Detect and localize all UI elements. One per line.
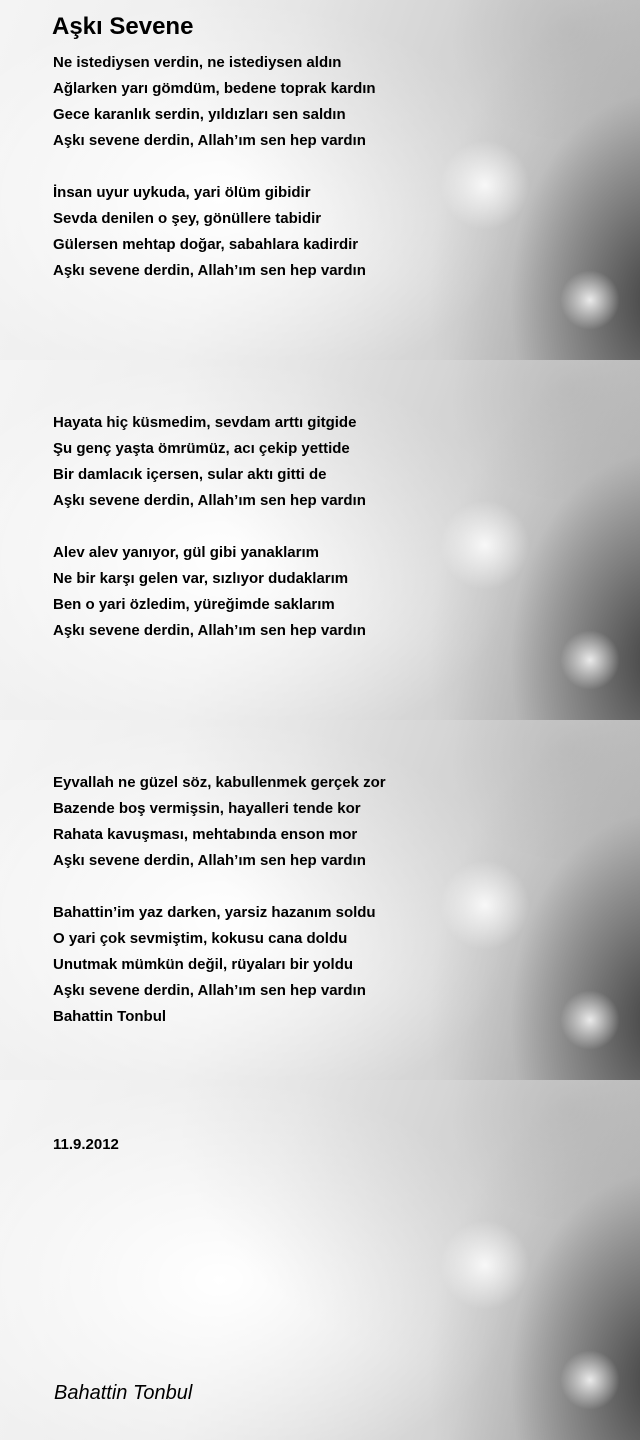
poem-panel-2: [0, 360, 640, 720]
poem-signature-line: Bahattin Tonbul: [53, 1008, 167, 1025]
background-glow: [440, 500, 530, 590]
poem-panel-4: [0, 1080, 640, 1440]
background-glow: [560, 1350, 620, 1410]
background-haze: [440, 1080, 640, 1220]
poem-line: Şu genç yaşta ömrümüz, acı çekip yettide: [53, 440, 350, 457]
background-glow: [440, 140, 530, 230]
poem-line: Aşkı sevene derdin, Allah’ım sen hep vardın: [53, 622, 366, 639]
poem-line: Bahattin’im yaz darken, yarsiz hazanım soldu: [53, 904, 376, 921]
background-glow: [440, 1220, 530, 1310]
background-glow: [440, 860, 530, 950]
poem-line: Aşkı sevene derdin, Allah’ım sen hep vardın: [53, 132, 366, 149]
poem-line: Sevda denilen o şey, gönüllere tabidir: [53, 210, 322, 227]
poem-line: Hayata hiç küsmedim, sevdam arttı gitgide: [53, 414, 357, 431]
poem-panel-1: [0, 0, 640, 360]
poem-line: Ne istediysen verdin, ne istediysen aldın: [53, 54, 342, 71]
poem-line: Ne bir karşı gelen var, sızlıyor dudaklarım: [53, 570, 349, 587]
background-glow: [560, 990, 620, 1050]
poem-author: Bahattin Tonbul: [54, 1382, 193, 1404]
poem-line: Aşkı sevene derdin, Allah’ım sen hep vardın: [53, 492, 366, 509]
stanza-1: [53, 50, 376, 154]
background-haze: [440, 360, 640, 500]
background-haze: [440, 720, 640, 860]
poem-line: Ben o yari özledim, yüreğimde saklarım: [53, 596, 335, 613]
poem-line: Gülersen mehtap doğar, sabahlara kadirdir: [53, 236, 359, 253]
poem-line: Aşkı sevene derdin, Allah’ım sen hep vardın: [53, 982, 366, 999]
poem-line: O yari çok sevmiştim, kokusu cana doldu: [53, 930, 348, 947]
stanza-6: [53, 900, 376, 1030]
poem-title: Aşkı Sevene: [52, 13, 194, 40]
poem-line: Eyvallah ne güzel söz, kabullenmek gerçek zor: [53, 774, 386, 791]
stanza-4: [53, 540, 366, 644]
poem-line: Bir damlacık içersen, sular aktı gitti de: [53, 466, 327, 483]
stanza-5: [53, 770, 386, 874]
poem-line: Aşkı sevene derdin, Allah’ım sen hep vardın: [53, 852, 366, 869]
poem-line: Gece karanlık serdin, yıldızları sen saldın: [53, 106, 346, 123]
stanza-2: [53, 180, 366, 284]
stanza-3: [53, 410, 366, 514]
poem-line: Rahata kavuşması, mehtabında enson mor: [53, 826, 358, 843]
poem-line: İnsan uyur uykuda, yari ölüm gibidir: [53, 184, 311, 201]
poem-line: Bazende boş vermişsin, hayalleri tende kor: [53, 800, 361, 817]
background-glow: [560, 630, 620, 690]
background-glow: [560, 270, 620, 330]
poem-line: Unutmak mümkün değil, rüyaları bir yoldu: [53, 956, 354, 973]
poem-date: 11.9.2012: [53, 1136, 119, 1153]
background-haze: [440, 0, 640, 140]
poem-panel-3: [0, 720, 640, 1080]
poem-line: Aşkı sevene derdin, Allah’ım sen hep vardın: [53, 262, 366, 279]
poem-line: Ağlarken yarı gömdüm, bedene toprak kardın: [53, 80, 376, 97]
poem-line: Alev alev yanıyor, gül gibi yanaklarım: [53, 544, 319, 561]
